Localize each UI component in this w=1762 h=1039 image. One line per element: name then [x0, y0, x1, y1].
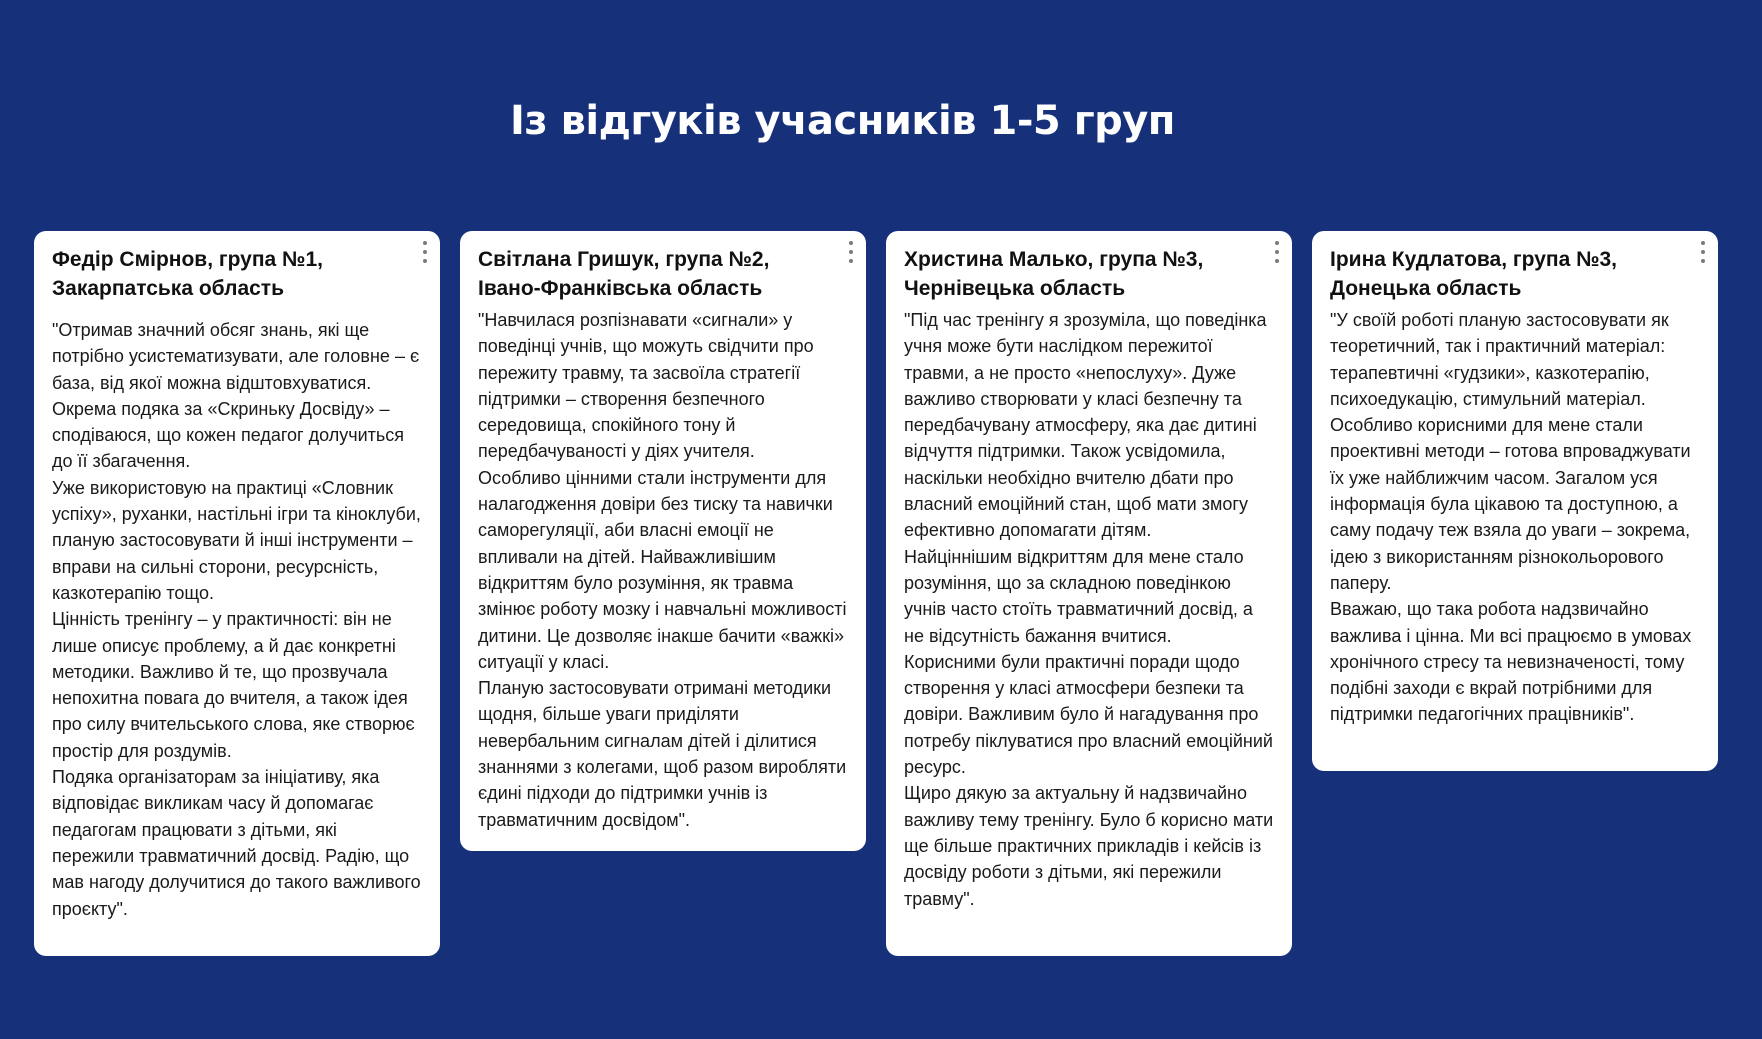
testimonial-card — [460, 231, 866, 851]
testimonial-card — [886, 231, 1292, 956]
card-author: Ірина Кудлатова, група №3, Донецька область — [1330, 248, 1618, 300]
card-quote: "У своїй роботі планую застосовувати як теоретичний, так і практичний матеріал: терапевтичні «гудзики», казкотерапію, психоедукацію, стимульний матеріал. Особливо корисними для мене стали проективні методи – готова впроваджувати їх уже найближчим часом. Загалом уся інформація була цікавою та доступною, а саму подачу теж взяла до уваги – зокрема, ідею з використанням різнокольорового паперу. Вважаю, що така робота надзвичайно важлива і цінна. Ми всі працюємо в умовах хронічного стресу та невизначеності, тому подібні заходи є вкрай потрібними для підтримки педагогічних працівників". — [1330, 310, 1692, 725]
more-options-icon[interactable] — [420, 241, 430, 263]
more-options-icon[interactable] — [1698, 241, 1708, 263]
card-author: Федір Смірнов, група №1, Закарпатська область — [52, 248, 323, 300]
more-options-icon[interactable] — [846, 241, 856, 263]
testimonial-card — [34, 231, 440, 956]
card-quote: "Отримав значний обсяг знань, які ще потрібно усистематизувати, але головне – є база, від якої можна відштовхуватися. Окрема подяка за «Скриньку Досвіду» – сподіваюся, що кожен педагог долучиться до її збагачення. Уже використовую на практиці «Словник успіху», руханки, настільні ігри та кіноклуби, планую застосовувати й інші інструменти – вправи на сильні сторони, ресурсність, казкотерапію тощо. Цінність тренінгу – у практичності: він не лише описує проблему, а й дає конкретні методики. Важливо й те, що прозвучала непохитна повага до вчителя, а також ідея про силу вчительського слова, яке створює простір для роздумів. Подяка організаторам за ініціативу, яка відповідає викликам часу й допомагає педагогам працювати з дітьми, які пережили травматичний досвід. Радію, що мав нагоду долучитися до такого важливого проєкту". — [52, 320, 421, 919]
card-author: Христина Малько, група №3, Чернівецька область — [904, 248, 1204, 300]
more-options-icon[interactable] — [1272, 241, 1282, 263]
card-author: Світлана Гришук, група №2, Івано-Франківська область — [478, 248, 770, 300]
testimonial-card — [1312, 231, 1718, 771]
card-quote: "Під час тренінгу я зрозуміла, що поведінка учня може бути наслідком пережитої травми, а не просто «непослуху». Дуже важливо створювати у класі безпечну та передбачувану атмосферу, яка дає дитині відчуття підтримки. Також усвідомила, наскільки необхідно вчителю дбати про власний емоційний стан, щоб мати змогу ефективно допомагати дітям. Найціннішим відкриттям для мене стало розуміння, що за складною поведінкою учнів часто стоїть травматичний досвід, а не відсутність бажання вчитися. Корисними були практичні поради щодо створення у класі атмосфери безпеки та довіри. Важливим було й нагадування про потребу піклуватися про власний емоційний ресурс. Щиро дякую за актуальну й надзвичайно важливу тему тренінгу. Було б корисно мати ще більше практичних прикладів і кейсів із досвіду роботи з дітьми, які пережили травму". — [904, 310, 1274, 909]
card-quote: "Навчилася розпізнавати «сигнали» у поведінці учнів, що можуть свідчити про пережиту травму, та засвоїла стратегії підтримки – створення безпечного середовища, спокійного тону й передбачуваності у діях учителя. Особливо цінними стали інструменти для налагодження довіри без тиску та навички саморегуляції, аби власні емоції не впливали на дітей. Найважливішим відкриттям було розуміння, як травма змінює роботу мозку і навчальні можливості дитини. Це дозволяє інакше бачити «важкі» ситуації у класі. Планую застосовувати отримані методики щодня, більше уваги приділяти невербальним сигналам дітей і ділитися знаннями з колегами, щоб разом виробляти єдині підходи до підтримки учнів із травматичним досвідом". — [478, 310, 847, 830]
page-title: Із відгуків учасників 1-5 груп — [510, 98, 1175, 144]
